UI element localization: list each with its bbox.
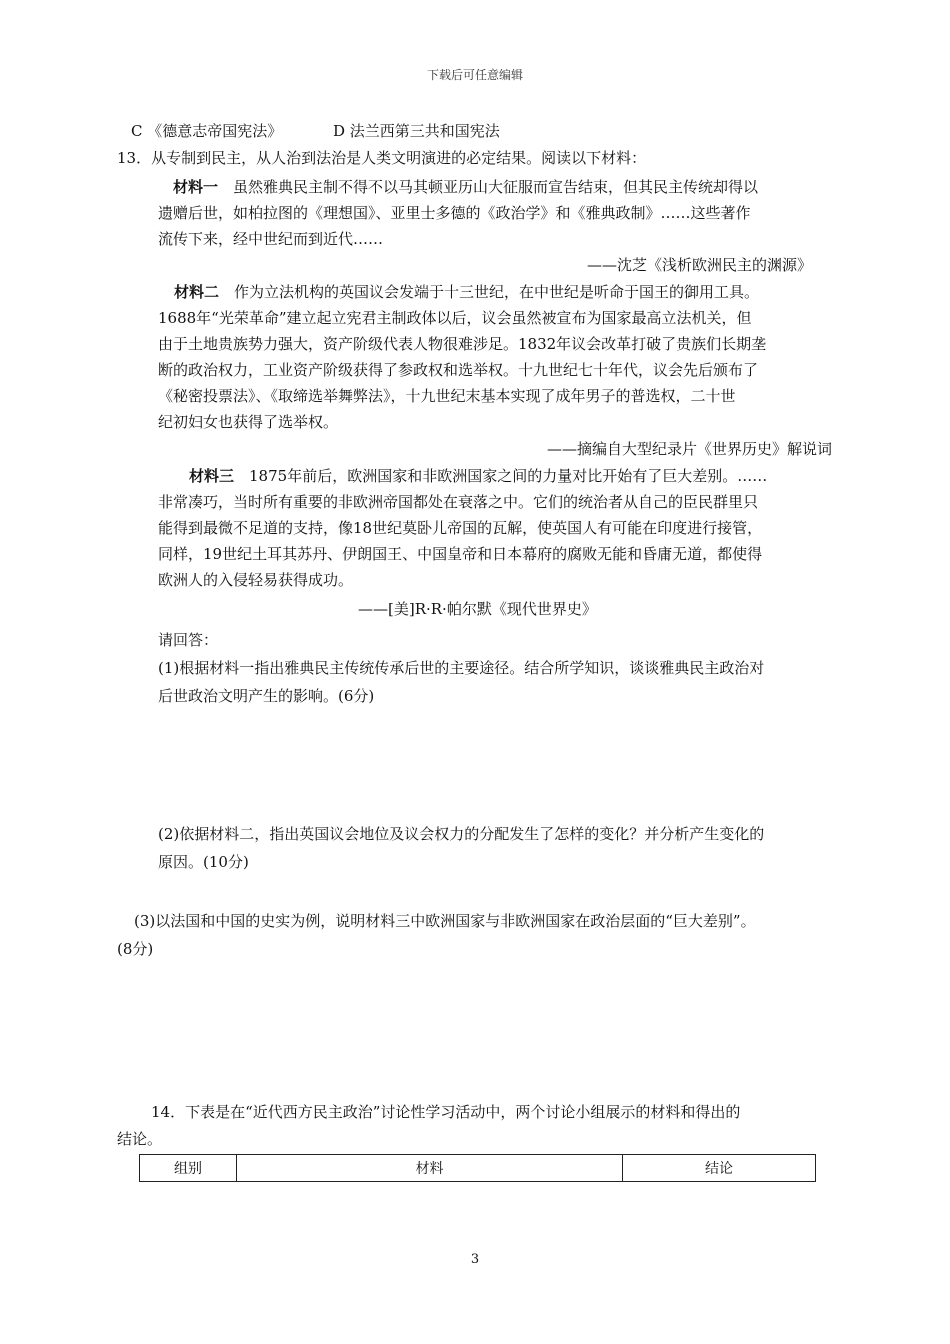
material-2-line-6: 纪初妇女也获得了选举权。 bbox=[158, 413, 339, 431]
material-3-line-3: 能得到最微不足道的支持，像18世纪莫卧儿帝国的瓦解，使英国人有可能在印度进行接管， bbox=[158, 519, 763, 537]
material-1-label: 材料一 bbox=[173, 178, 219, 196]
material-1-text: 虽然雅典民主制不得不以马其顿亚历山大征服而宣告结束，但其民主传统却得以 bbox=[218, 178, 759, 196]
page-header: 下载后可任意编辑 bbox=[426, 68, 523, 82]
sub-question-3-line-1: (3)以法国和中国的史实为例，说明材料三中欧洲国家与非欧洲国家在政治层面的“巨大差别”。 bbox=[134, 912, 756, 930]
material-1-line-2: 遗赠后世，如柏拉图的《理想国》、亚里士多德的《政治学》和《雅典政制》……这些著作 bbox=[158, 204, 751, 222]
q14-table bbox=[139, 1154, 816, 1182]
table-header-row bbox=[140, 1155, 816, 1182]
material-2-line-1 bbox=[174, 279, 759, 305]
option-d: D 法兰西第三共和国宪法 bbox=[333, 122, 500, 140]
table-header-conclusion: 结论 bbox=[623, 1155, 816, 1182]
material-2-source: ——摘编自大型纪录片《世界历史》解说词 bbox=[546, 440, 832, 458]
material-3-line-2: 非常凑巧，当时所有重要的非欧洲帝国都处在衰落之中。它们的统治者从自己的臣民群里只 bbox=[158, 493, 759, 511]
sub-question-3-line-2: (8分) bbox=[117, 940, 154, 958]
material-2-line-5: 《秘密投票法》、《取缔选举舞弊法》，十九世纪末基本实现了成年男子的普选权，二十世 bbox=[158, 387, 736, 405]
material-2-line-3: 由于土地贵族势力强大，资产阶级代表人物很难涉足。1832年议会改革打破了贵族们长期垄 bbox=[158, 335, 767, 353]
answer-prompt: 请回答： bbox=[158, 631, 219, 649]
material-2-label: 材料二 bbox=[174, 283, 220, 301]
material-2-text: 作为立法机构的英国议会发端于十三世纪，在中世纪是听命于国王的御用工具。 bbox=[219, 283, 760, 301]
material-3-label: 材料三 bbox=[189, 467, 235, 485]
table-header-group: 组别 bbox=[140, 1155, 237, 1182]
material-1-line-1 bbox=[173, 174, 758, 200]
q14-line-2: 结论。 bbox=[117, 1130, 163, 1148]
material-2-line-4: 断的政治权力，工业资产阶级获得了参政权和选举权。十九世纪七十年代，议会先后颁布了 bbox=[158, 361, 759, 379]
material-3-line-5: 欧洲人的入侵轻易获得成功。 bbox=[158, 571, 354, 589]
material-3-text: 1875年前后，欧洲国家和非欧洲国家之间的力量对比开始有了巨大差别。…… bbox=[234, 467, 768, 485]
q14-line-1: 14．下表是在“近代西方民主政治”讨论性学习活动中，两个讨论小组展示的材料和得出的 bbox=[151, 1103, 741, 1121]
sub-question-1-line-1: (1)根据材料一指出雅典民主传统传承后世的主要途径。结合所学知识，谈谈雅典民主政治对 bbox=[158, 659, 765, 677]
sub-question-1-line-2: 后世政治文明产生的影响。(6分) bbox=[158, 687, 375, 705]
material-3-line-1 bbox=[189, 463, 767, 489]
material-2-line-2: 1688年“光荣革命”建立起立宪君主制政体以后，议会虽然被宣布为国家最高立法机关，但 bbox=[158, 309, 752, 327]
material-1-line-3: 流传下来，经中世纪而到近代…… bbox=[158, 230, 384, 248]
q13-stem: 13．从专制到民主，从人治到法治是人类文明演进的必定结果。阅读以下材料： bbox=[117, 149, 647, 167]
material-3-line-4: 同样，19世纪土耳其苏丹、伊朗国王、中国皇帝和日本幕府的腐败无能和昏庸无道，都使得 bbox=[158, 545, 763, 563]
page-number: 3 bbox=[470, 1252, 480, 1267]
option-c: C 《德意志帝国宪法》 bbox=[131, 122, 283, 140]
table-header-material: 材料 bbox=[237, 1155, 623, 1182]
sub-question-2-line-2: 原因。(10分) bbox=[158, 853, 249, 871]
material-1-source: ——沈芝《浅析欧洲民主的渊源》 bbox=[586, 256, 812, 274]
sub-question-2-line-1: (2)依据材料二，指出英国议会地位及议会权力的分配发生了怎样的变化？并分析产生变化的 bbox=[158, 825, 765, 843]
material-3-source: ——[美]R·R·帕尔默《现代世界史》 bbox=[358, 600, 597, 618]
